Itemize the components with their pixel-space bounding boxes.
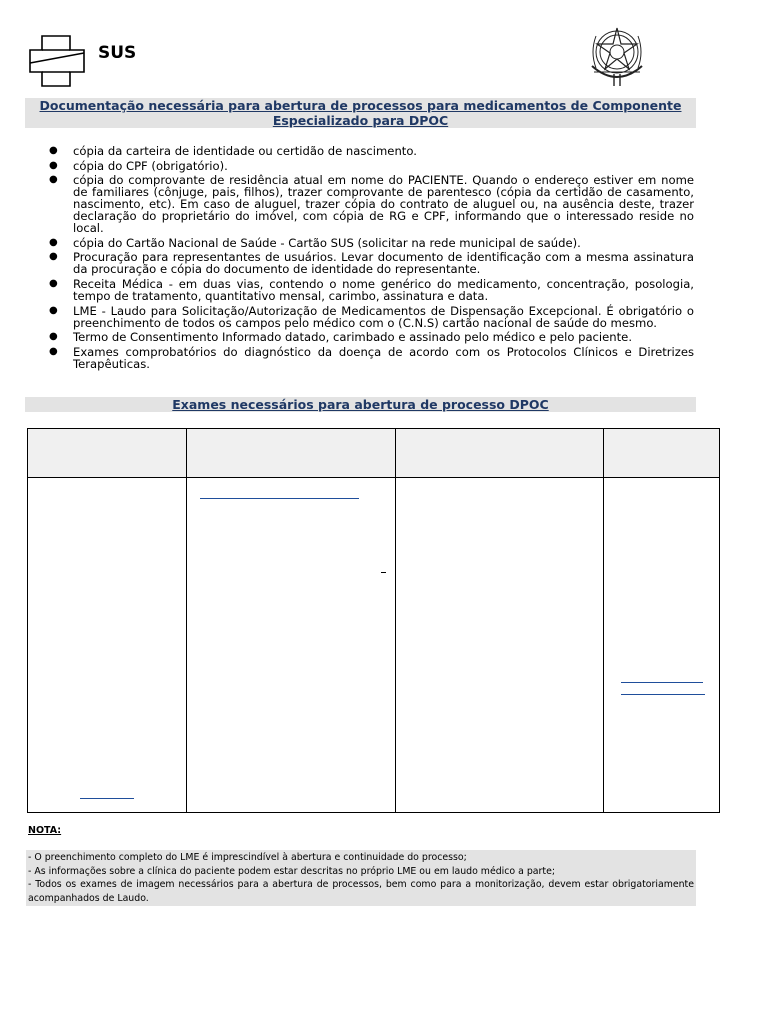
table-column-divider (186, 429, 187, 812)
bullet-icon: ● (49, 174, 58, 186)
list-item: ● Termo de Consentimento Informado datado, carimbado e assinado pelo médico e pelo paciente. (49, 330, 633, 345)
table-column-divider (603, 429, 604, 812)
bullet-icon: ● (49, 277, 58, 289)
list-item: ● cópia da carteira de identidade ou certidão de nascimento. (49, 144, 417, 158)
table-link-line[interactable] (80, 798, 134, 799)
bullet-icon: ● (49, 145, 58, 156)
bullet-icon: ● (49, 159, 58, 171)
note-item: - O preenchimento completo do LME é imprescindível à abertura e continuidade do processo; (28, 852, 467, 863)
list-item: ● cópia do CPF (obrigatório). (49, 158, 228, 173)
sus-cross-icon (28, 33, 92, 89)
bullet-icon: ● (49, 331, 58, 343)
coat-of-arms-emblem (584, 22, 650, 90)
table-link-line[interactable] (621, 682, 703, 683)
note-item: - As informações sobre a clínica do paciente podem estar descritas no próprio LME ou em laudo médico a parte; (28, 865, 556, 877)
list-item: ● Exames comprobatórios do diagnóstico da doença de acordo com os Protocolos Clínicos e Diretrizes Terapêuticas. (49, 344, 694, 371)
exams-table-header-row (28, 429, 719, 478)
bullet-icon: ● (49, 304, 58, 316)
bullet-icon: ● (49, 345, 58, 357)
list-item: ● Procuração para representantes de usuários. Levar documento de identificação com a mesma assinatura da procuração e cópia do documento de identidade do representante. (49, 250, 694, 277)
note-item: - Todos os exames de imagem necessários para a abertura de processos, bem como para a monitorização, devem estar obrigatoriamente acompanhados de Laudo. (28, 879, 694, 904)
table-link-line[interactable] (200, 498, 359, 499)
exams-table (27, 428, 720, 813)
bullet-icon: ● (49, 251, 58, 263)
notes-box (26, 850, 696, 906)
bullet-icon: ● (49, 236, 58, 248)
nota-label: NOTA: (28, 825, 62, 836)
page-title-line-2: Especializado para DPOC (272, 113, 449, 128)
sus-logo (28, 33, 158, 89)
list-item: ● cópia do Cartão Nacional de Saúde - Cartão SUS (solicitar na rede municipal de saúde). (49, 235, 581, 250)
page-title (25, 98, 696, 128)
exams-section-title: Exames necessários para abertura de processo DPOC (25, 397, 696, 412)
table-column-divider (395, 429, 396, 812)
page-title-line-1: Documentação necessária para abertura de processos para medicamentos de Componente (39, 98, 682, 113)
table-dash-mark (381, 572, 386, 573)
sus-logo-text: SUS (98, 43, 137, 63)
list-item: ● cópia do comprovante de residência atual em nome do PACIENTE. Quando o endereço estiver em nome de familiares (cônjuge, pais, filhos), trazer comprovante de parentesco (cópia da certidão de casamento, nascimento, etc). Em caso de aluguel, trazer cópia do contrato de aluguel ou, na ausência deste, trazer declaração do proprietário do imóvel, com cópia de RG e CPF, informando que o interessado reside no local. (49, 173, 694, 236)
documents-list (49, 145, 694, 372)
table-link-line[interactable] (621, 694, 705, 695)
list-item: ● LME - Laudo para Solicitação/Autorização de Medicamentos de Dispensação Excepcional. É obrigatório o preenchimento de todos os campos pelo médico com o (C.N.S) cartão nacional de saúde do mesmo. (49, 303, 694, 330)
list-item: ● Receita Médica - em duas vias, contendo o nome genérico do medicamento, concentração, posologia, tempo de tratamento, quantitativo mensal, carimbo, assinatura e data. (49, 276, 694, 303)
